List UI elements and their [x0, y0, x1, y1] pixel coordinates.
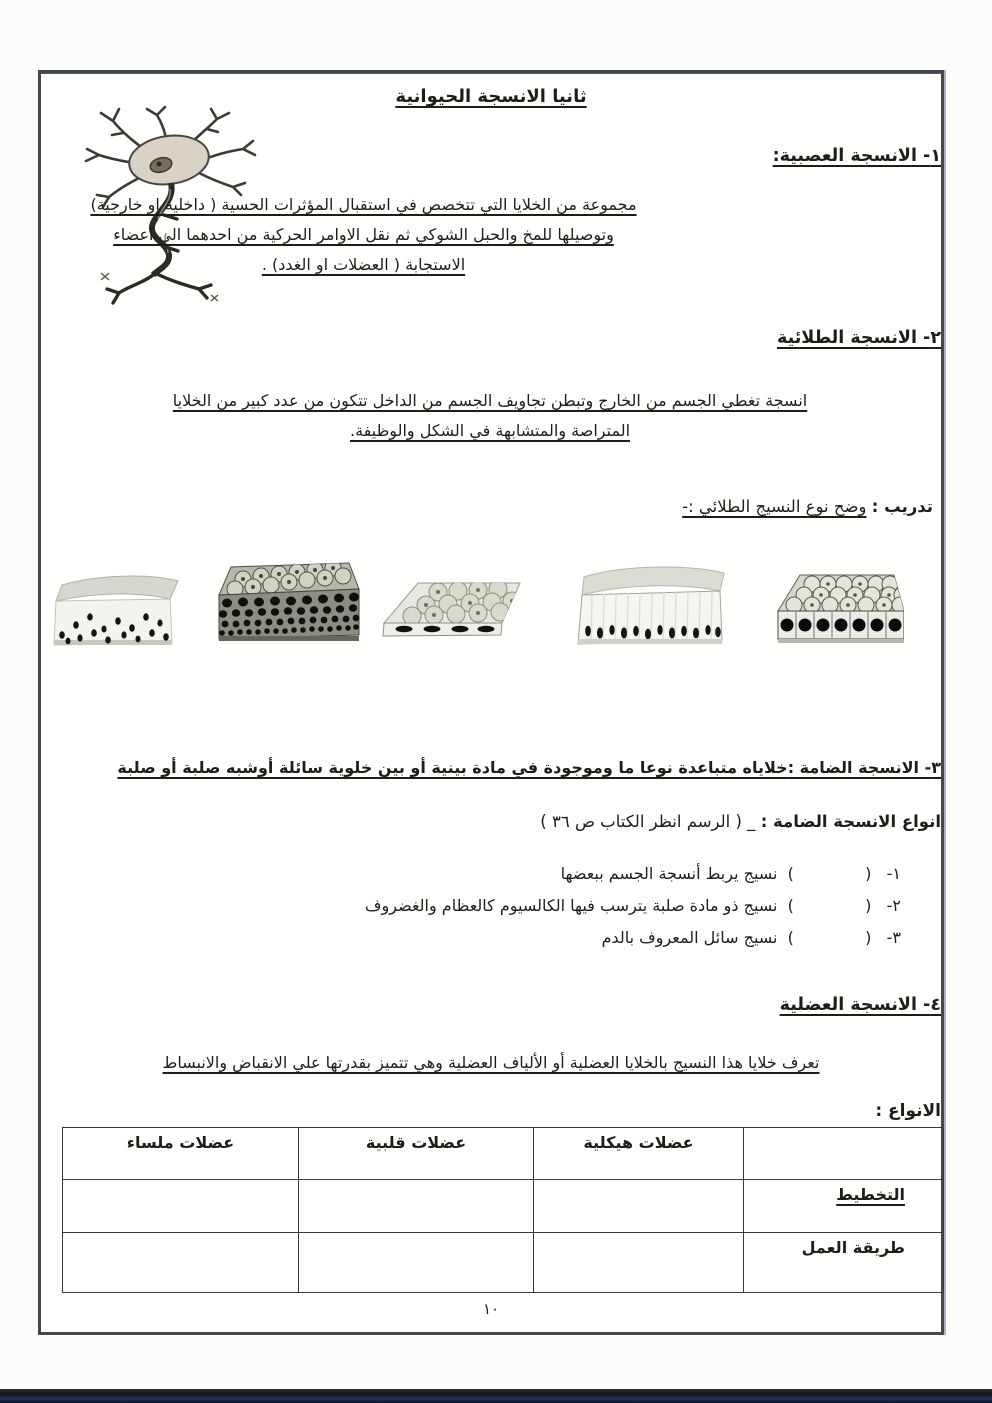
answer-blank: ( ) — [787, 928, 872, 947]
item-text: نسيج سائل المعروف بالدم — [601, 928, 778, 947]
table-cell-empty — [299, 1233, 534, 1293]
item-text: نسيج ذو مادة صلبة يترسب فيها الكالسيوم كالعظام والغضروف — [364, 896, 778, 915]
connective-types-line — [41, 812, 941, 831]
muscular-paragraph — [45, 1048, 937, 1078]
paragraph-line: انسجة تغطي الجسم من الخارج وتبطن تجاويف الجسم من الداخل تتكون من عدد كبير من الخلايا — [172, 391, 808, 410]
page-number: ١٠ — [482, 1300, 500, 1318]
muscular-types-label-line — [41, 1101, 941, 1121]
epithelium-figure-2 — [203, 551, 361, 651]
table-header-row — [63, 1128, 944, 1180]
item-number: ١- — [886, 864, 901, 883]
table-row — [63, 1180, 944, 1233]
item-number: ٢- — [886, 896, 901, 915]
row-label-striation: التخطيط — [744, 1180, 944, 1233]
col-header-skeletal: عضلات هيكلية — [534, 1128, 744, 1180]
epithelium-figure-1 — [52, 555, 184, 655]
exercise-text: وضح نوع النسيج الطلائي :- — [682, 497, 867, 516]
exercise-label: تدريب : — [871, 497, 933, 516]
page-border-frame — [38, 70, 944, 1335]
exercise-line — [41, 497, 941, 516]
connective-item-3 — [41, 928, 941, 947]
muscle-types-table — [62, 1127, 944, 1293]
connective-types-note: _ ( الرسم انظر الكتاب ص ٣٦ ) — [540, 812, 756, 831]
types-label: الانواع : — [875, 1101, 941, 1121]
epithelial-paragraph — [45, 386, 935, 446]
connective-item-2 — [41, 896, 941, 915]
answer-blank: ( ) — [787, 896, 872, 915]
epithelium-figure-5 — [772, 557, 904, 649]
col-header-smooth: عضلات ملساء — [63, 1128, 299, 1180]
col-header-cardiac: عضلات قلبية — [299, 1128, 534, 1180]
paragraph-line: الاستجابة ( العضلات او الغدد) . — [261, 255, 466, 274]
epithelium-figure-4 — [572, 551, 734, 651]
answer-blank: ( ) — [787, 864, 872, 883]
row-label-working-method: طريقة العمل — [744, 1233, 944, 1293]
paragraph-line: وتوصيلها للمخ والحبل الشوكي ثم نقل الاوامر الحركية من احدهما الي اعضاء — [113, 225, 614, 244]
table-cell-empty — [63, 1233, 299, 1293]
nervous-paragraph — [45, 190, 682, 280]
item-text: نسيج يربط أنسجة الجسم ببعضها — [560, 864, 778, 883]
connective-heading-rest: خلاياه متباعدة نوعا ما وموجودة في مادة بينية أو بين خلوية سائلة أوشبه صلبة أو صلبة — [117, 758, 788, 777]
scan-edge-strip — [0, 1389, 992, 1403]
table-cell-empty — [534, 1233, 744, 1293]
page-title: ثانيا الانسجة الحيوانية — [395, 86, 587, 107]
connective-item-1 — [41, 864, 941, 883]
paragraph-line: تعرف خلايا هذا النسيج بالخلايا العضلية أو الألياف العضلية وهي تتميز بقدرتها علي الانقباض والانبساط — [162, 1053, 820, 1072]
paragraph-line: مجموعة من الخلايا التي تتخصص في استقبال المؤثرات الحسية ( داخلية او خارجية) — [90, 195, 637, 214]
connective-types-label: انواع الانسجة الضامة : — [760, 812, 941, 831]
table-corner-cell — [744, 1128, 944, 1180]
section-heading-epithelial: ٢- الانسجة الطلائية — [776, 328, 941, 348]
connective-heading-bold: ٣- الانسجة الضامة : — [787, 758, 941, 777]
table-cell-empty — [534, 1180, 744, 1233]
epithelium-figure-3 — [382, 565, 524, 645]
table-cell-empty — [299, 1180, 534, 1233]
section-heading-nervous: ١- الانسجة العصبية: — [772, 146, 941, 166]
table-row — [63, 1233, 944, 1293]
section-heading-connective — [41, 758, 941, 777]
section-heading-muscular: ٤- الانسجة العضلية — [779, 995, 941, 1015]
table-cell-empty — [63, 1180, 299, 1233]
item-number: ٣- — [886, 928, 901, 947]
epithelium-figures-row — [41, 543, 941, 658]
paragraph-line: المتراصة والمتشابهة في الشكل والوظيفة. — [349, 421, 631, 440]
